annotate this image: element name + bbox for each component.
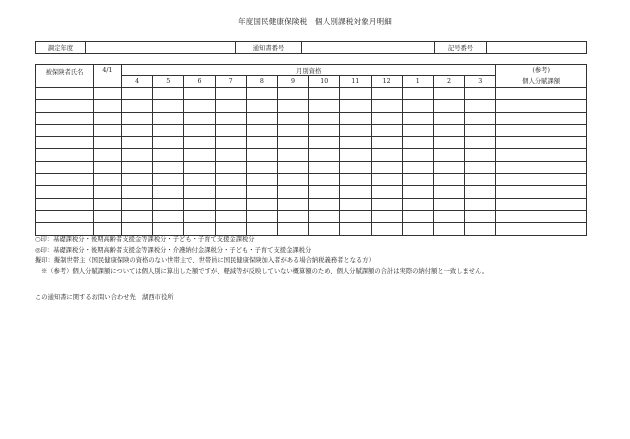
table-cell	[153, 88, 184, 100]
table-cell	[215, 174, 246, 186]
table-cell	[433, 210, 464, 222]
table-cell	[153, 112, 184, 124]
table-cell	[246, 186, 277, 198]
eligibility-rows	[36, 88, 587, 236]
table-cell	[371, 137, 402, 149]
table-cell	[340, 100, 371, 112]
table-cell	[465, 186, 496, 198]
assessment-year-label: 調定年度	[36, 42, 86, 54]
insured-name-header: 被保険者氏名	[36, 65, 94, 88]
table-cell	[184, 210, 215, 222]
table-row	[36, 88, 587, 100]
table-row	[36, 112, 587, 124]
notice-number-value	[302, 42, 435, 54]
table-row	[36, 124, 587, 136]
table-cell	[277, 223, 308, 235]
table-cell	[184, 137, 215, 149]
table-cell	[215, 223, 246, 235]
table-cell	[94, 149, 122, 161]
table-cell	[340, 210, 371, 222]
table-cell	[153, 100, 184, 112]
table-cell	[309, 161, 340, 173]
table-cell	[465, 112, 496, 124]
table-cell	[340, 223, 371, 235]
table-cell	[36, 100, 94, 112]
table-cell	[433, 223, 464, 235]
table-cell	[496, 198, 587, 210]
table-cell	[184, 100, 215, 112]
table-cell	[122, 161, 153, 173]
table-cell	[465, 198, 496, 210]
note-reference-amount: ※（参考）個人分賦課額については個人別に算出した額ですが、軽減等が反映していない概算額のため、個人分賦課額の合計は実際の納付額と一致しません。	[41, 267, 489, 275]
table-cell	[371, 174, 402, 186]
table-cell	[94, 161, 122, 173]
note-deemed-householder: 擬印：擬制世帯主（国民健康保険の資格のない世帯主で、世帯員に国民健康保険加入者がある場合納税義務者となる方）	[35, 257, 375, 265]
table-cell	[465, 88, 496, 100]
individual-amount-label: 個人分賦課額	[522, 78, 561, 85]
table-cell	[94, 137, 122, 149]
table-cell	[309, 149, 340, 161]
note-circle-mark: ○印：基礎課税分・後期高齢者支援金等課税分・子ども・子育て支援金課税分	[35, 236, 255, 243]
table-cell	[340, 186, 371, 198]
table-cell	[433, 88, 464, 100]
table-cell	[433, 149, 464, 161]
table-cell	[277, 198, 308, 210]
table-cell	[340, 149, 371, 161]
table-cell	[215, 210, 246, 222]
table-cell	[94, 112, 122, 124]
table-cell	[122, 210, 153, 222]
table-cell	[215, 186, 246, 198]
table-cell	[309, 88, 340, 100]
document-title: 年度国民健康保険税 個人別課税対象月明細	[238, 17, 392, 26]
table-cell	[433, 137, 464, 149]
table-cell	[496, 124, 587, 136]
table-cell	[309, 100, 340, 112]
table-cell	[433, 186, 464, 198]
table-cell	[153, 161, 184, 173]
table-cell	[246, 100, 277, 112]
table-cell	[433, 161, 464, 173]
table-row	[36, 186, 587, 198]
table-cell	[402, 88, 433, 100]
table-cell	[496, 161, 587, 173]
monthly-eligibility-header: 月別資格	[122, 65, 496, 76]
table-cell	[215, 137, 246, 149]
table-cell	[246, 137, 277, 149]
table-cell	[433, 174, 464, 186]
table-cell	[36, 174, 94, 186]
table-cell	[36, 186, 94, 198]
table-cell	[402, 210, 433, 222]
table-cell	[246, 88, 277, 100]
table-cell	[277, 210, 308, 222]
table-cell	[309, 223, 340, 235]
table-cell	[94, 100, 122, 112]
table-cell	[36, 223, 94, 235]
table-cell	[402, 186, 433, 198]
table-row	[36, 223, 587, 235]
month-header-4: 4	[122, 76, 153, 88]
month-header-5: 5	[153, 76, 184, 88]
table-cell	[340, 137, 371, 149]
table-cell	[215, 149, 246, 161]
table-cell	[340, 88, 371, 100]
table-cell	[402, 124, 433, 136]
table-cell	[184, 186, 215, 198]
table-cell	[246, 149, 277, 161]
table-cell	[309, 186, 340, 198]
table-cell	[122, 198, 153, 210]
table-cell	[36, 161, 94, 173]
table-cell	[309, 210, 340, 222]
april-first-header: 4/1	[94, 65, 122, 88]
table-cell	[371, 88, 402, 100]
table-cell	[402, 161, 433, 173]
table-cell	[122, 100, 153, 112]
table-cell	[309, 124, 340, 136]
table-cell	[433, 112, 464, 124]
table-cell	[371, 186, 402, 198]
table-row	[36, 137, 587, 149]
table-cell	[433, 100, 464, 112]
table-cell	[309, 137, 340, 149]
notice-number-label: 通知書番号	[236, 42, 302, 54]
assessment-year-value	[86, 42, 236, 54]
table-cell	[371, 112, 402, 124]
note-double-circle-mark: ◎印：基礎課税分・後期高齢者支援金等課税分・介護納付金課税分・子ども・子育て支援金課税分	[35, 246, 312, 254]
table-cell	[36, 124, 94, 136]
table-cell	[153, 137, 184, 149]
header-info-table	[35, 41, 587, 54]
table-cell	[371, 198, 402, 210]
table-cell	[340, 161, 371, 173]
table-cell	[122, 223, 153, 235]
table-cell	[465, 174, 496, 186]
table-cell	[122, 88, 153, 100]
table-cell	[153, 124, 184, 136]
table-cell	[277, 100, 308, 112]
contact-info: この通知書に関するお問い合わせ先 湖西市役所	[35, 294, 174, 301]
table-cell	[36, 137, 94, 149]
month-header-9: 9	[277, 76, 308, 88]
table-cell	[184, 198, 215, 210]
table-cell	[36, 88, 94, 100]
table-cell	[94, 88, 122, 100]
table-cell	[122, 174, 153, 186]
table-cell	[496, 210, 587, 222]
table-cell	[496, 149, 587, 161]
table-cell	[277, 186, 308, 198]
table-cell	[402, 174, 433, 186]
table-cell	[94, 198, 122, 210]
table-cell	[496, 137, 587, 149]
table-cell	[340, 112, 371, 124]
table-cell	[496, 112, 587, 124]
table-cell	[309, 198, 340, 210]
table-cell	[465, 210, 496, 222]
table-cell	[371, 100, 402, 112]
table-cell	[246, 124, 277, 136]
table-cell	[277, 161, 308, 173]
table-cell	[277, 88, 308, 100]
table-cell	[402, 223, 433, 235]
table-cell	[340, 124, 371, 136]
month-header-8: 8	[246, 76, 277, 88]
table-cell	[215, 100, 246, 112]
table-cell	[246, 210, 277, 222]
table-cell	[309, 174, 340, 186]
month-header-2: 2	[433, 76, 464, 88]
table-cell	[184, 174, 215, 186]
table-cell	[184, 149, 215, 161]
table-cell	[340, 198, 371, 210]
table-cell	[496, 100, 587, 112]
table-cell	[246, 223, 277, 235]
table-cell	[371, 124, 402, 136]
table-cell	[246, 174, 277, 186]
table-cell	[277, 124, 308, 136]
table-cell	[184, 112, 215, 124]
table-cell	[36, 112, 94, 124]
reference-amount-header	[496, 65, 587, 88]
table-cell	[246, 161, 277, 173]
table-cell	[496, 174, 587, 186]
table-cell	[153, 198, 184, 210]
symbol-number-value	[487, 42, 587, 54]
table-cell	[465, 223, 496, 235]
month-header-11: 11	[340, 76, 371, 88]
monthly-eligibility-table	[35, 64, 587, 236]
table-row	[36, 100, 587, 112]
table-cell	[153, 186, 184, 198]
table-cell	[465, 100, 496, 112]
table-cell	[496, 186, 587, 198]
table-cell	[465, 124, 496, 136]
table-cell	[215, 161, 246, 173]
table-cell	[496, 223, 587, 235]
table-cell	[215, 88, 246, 100]
table-cell	[184, 161, 215, 173]
table-cell	[153, 149, 184, 161]
table-cell	[465, 137, 496, 149]
table-cell	[277, 112, 308, 124]
table-cell	[94, 124, 122, 136]
table-cell	[122, 186, 153, 198]
table-cell	[309, 112, 340, 124]
table-cell	[402, 137, 433, 149]
table-cell	[94, 174, 122, 186]
notes-section	[35, 235, 595, 277]
table-cell	[153, 210, 184, 222]
month-header-7: 7	[215, 76, 246, 88]
table-cell	[277, 137, 308, 149]
table-cell	[371, 149, 402, 161]
table-cell	[153, 223, 184, 235]
month-header-10: 10	[309, 76, 340, 88]
month-header-1: 1	[402, 76, 433, 88]
table-row	[36, 174, 587, 186]
month-header-3: 3	[465, 76, 496, 88]
symbol-number-label: 記号番号	[435, 42, 487, 54]
table-cell	[94, 186, 122, 198]
table-cell	[246, 112, 277, 124]
reference-label: (参考)	[532, 67, 550, 74]
table-cell	[122, 124, 153, 136]
table-cell	[433, 198, 464, 210]
table-cell	[153, 174, 184, 186]
month-header-12: 12	[371, 76, 402, 88]
table-cell	[277, 174, 308, 186]
table-cell	[371, 210, 402, 222]
table-row	[36, 149, 587, 161]
table-cell	[277, 149, 308, 161]
table-cell	[94, 223, 122, 235]
table-cell	[371, 161, 402, 173]
table-cell	[496, 88, 587, 100]
table-cell	[36, 210, 94, 222]
table-cell	[122, 149, 153, 161]
table-cell	[184, 124, 215, 136]
table-cell	[465, 161, 496, 173]
table-cell	[371, 223, 402, 235]
table-cell	[402, 149, 433, 161]
table-cell	[433, 124, 464, 136]
table-cell	[36, 149, 94, 161]
table-row	[36, 198, 587, 210]
table-cell	[36, 198, 94, 210]
table-cell	[184, 223, 215, 235]
table-cell	[215, 198, 246, 210]
table-cell	[122, 137, 153, 149]
table-cell	[402, 100, 433, 112]
table-cell	[122, 112, 153, 124]
table-cell	[215, 124, 246, 136]
table-cell	[402, 112, 433, 124]
table-row	[36, 210, 587, 222]
table-cell	[402, 198, 433, 210]
table-cell	[184, 88, 215, 100]
table-cell	[94, 210, 122, 222]
table-cell	[246, 198, 277, 210]
table-cell	[465, 149, 496, 161]
table-cell	[340, 174, 371, 186]
table-row	[36, 161, 587, 173]
table-cell	[215, 112, 246, 124]
month-header-6: 6	[184, 76, 215, 88]
